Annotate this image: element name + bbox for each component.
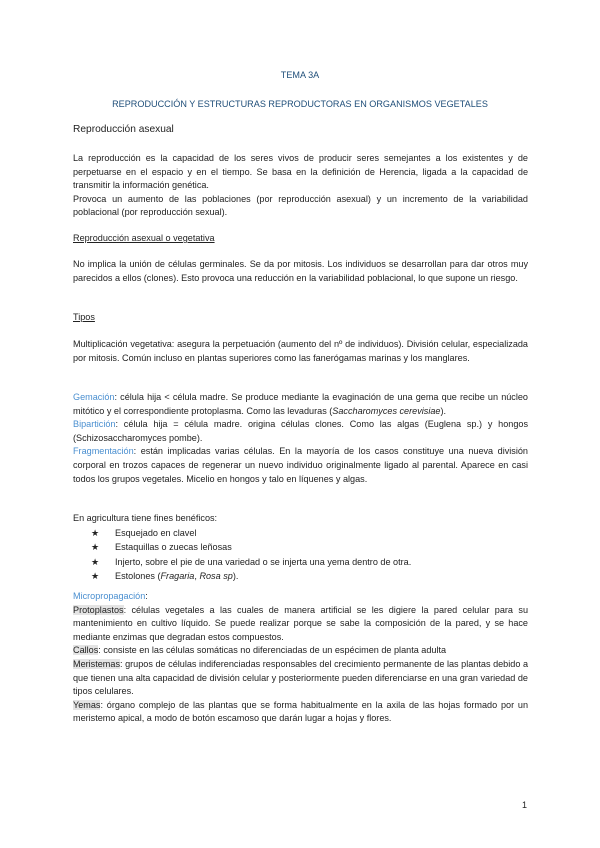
meristemas-term: Meristemas (73, 658, 120, 669)
fragmentacion-term: Fragmentación (73, 446, 134, 457)
tipos-definitions (73, 391, 528, 486)
biparticion-term: Bipartición (73, 419, 116, 430)
callos-text: : consiste en las células somáticas no diferenciadas de un espécimen de planta adulta (98, 645, 447, 656)
page-number: 1 (522, 800, 528, 810)
list-item: ★ Estaquillas o zuecas leñosas (73, 540, 528, 554)
intro-text-2: Provoca un aumento de las poblaciones (por reproducción asexual) y un incremento de la variabilidad poblacional (por reproducción sexual). (73, 193, 528, 218)
star-icon: ★ (91, 570, 100, 581)
gemacion-term: Gemación (73, 392, 115, 402)
page-subtitle: REPRODUCCIÓN Y ESTRUCTURAS REPRODUCTORAS EN ORGANISMOS VEGETALES (112, 99, 488, 109)
yemas-term: Yemas (73, 699, 101, 710)
list-item: ★ Esquejado en clavel (73, 526, 528, 540)
fragmentacion-text: : están implicadas varias células. En la mayoría de los casos constituye una nueva división corporal en trozos capaces de regenerar un nuevo individuo originalmente ligado al parental. Aparece en casi todos los grupos vegetales. Micelio en hongos y talo en líquenes y algas. (73, 446, 528, 484)
protoplastos-text: : células vegetales a las cuales de manera artificial se les digiere la pared celular para su mantenimiento en cultivo líquido. Se puede realizar porque se sabe la composición de la pared, y se hace mediante enzimas que degradan estos compuestos. (73, 604, 528, 642)
gemacion-end: ). (440, 405, 447, 416)
micropropagacion-heading: Micropropagación (73, 591, 146, 601)
list-item: ★ Injerto, sobre el pie de una variedad o se injerta una yema dentro de otra. (73, 555, 528, 569)
tipos-paragraph: Multiplicación vegetativa: asegura la perpetuación (aumento del nº de individuos). División celular, especializada por mitosis. Común incluso en plantas superiores como las fanerógamas marinas y los manglares. (73, 339, 528, 363)
biparticion-text: : célula hija = célula madre. origina células clones. Como las algas (Euglena sp.) y hongos (Schizosaccharomyces pombe). (73, 419, 528, 443)
intro-text-1: La reproducción es la capacidad de los seres vivos de producir seres semejantes a los existentes y de perpetuarse en el espacio y en el tiempo. Se basa en la definición de Herencia, ligada a la capacidad de transmitir la información genética. (73, 153, 528, 191)
list-item: ★ Estolones (Fragaria, Rosa sp). (73, 569, 528, 583)
micropropagacion-block: Micropropagación: Protoplastos: células vegetales a las cuales de manera artificial se les digiere la pared celular para su mantenimiento en cultivo líquido. Se puede realizar porque se sabe la composición de la pared, y se hace mediante enzimas que degradan estos compuestos. Callos: consiste en las células somáticas no diferenciadas de un espécimen de planta adulta Meristemas: grupos de células indiferenciadas responsables del crecimiento permanente de las plantas debido a que tienen una alta capacidad de división celular y posteriormente pueden diferenciarse en una gran variedad de tipos celulares. Yemas: órgano complejo de las plantas que se forma habitualmente en la axila de las hojas formado por un meristemo apical, a modo de botón escamoso que darán lugar a hojas y flores. (73, 591, 528, 724)
agricultura-list (73, 526, 528, 583)
intro-paragraph (73, 152, 528, 220)
gemacion-text: : célula hija < célula madre. Se produce mediante la evaginación de una gema que recibe un núcleo mitótico y el correspondiente protoplasma. Como las levaduras ( (73, 392, 528, 416)
gemacion-species: Saccharomyces cerevisiae (332, 405, 441, 416)
page-title: TEMA 3A (280, 70, 320, 80)
agricultura-intro: En agricultura tiene fines benéficos: (73, 513, 218, 523)
star-icon: ★ (91, 556, 100, 567)
section-heading: Reproducción asexual (73, 124, 174, 135)
star-icon: ★ (91, 528, 100, 538)
tipos-heading: Tipos (73, 312, 95, 322)
vegetativa-heading: Reproducción asexual o vegetativa (73, 233, 215, 243)
vegetativa-paragraph: No implica la unión de células germinales. Se da por mitosis. Los individuos se desarrollan para dar otros muy parecidos a ellos (clones). Esto provoca una reducción en la variabilidad poblacional, lo que supone un riesgo. (73, 259, 528, 283)
star-icon: ★ (91, 542, 100, 553)
yemas-text: : órgano complejo de las plantas que se forma habitualmente en la axila de las hojas formado por un meristemo apical, a modo de botón escamoso que darán lugar a hojas y flores. (73, 699, 528, 724)
meristemas-text: : grupos de células indiferenciadas responsables del crecimiento permanente de las plantas debido a que tienen una alta capacidad de división celular y posteriormente pueden diferenciarse en una gran variedad de tipos celulares. (73, 658, 528, 697)
callos-term: Callos (73, 645, 99, 656)
protoplastos-term: Protoplastos (73, 604, 124, 615)
